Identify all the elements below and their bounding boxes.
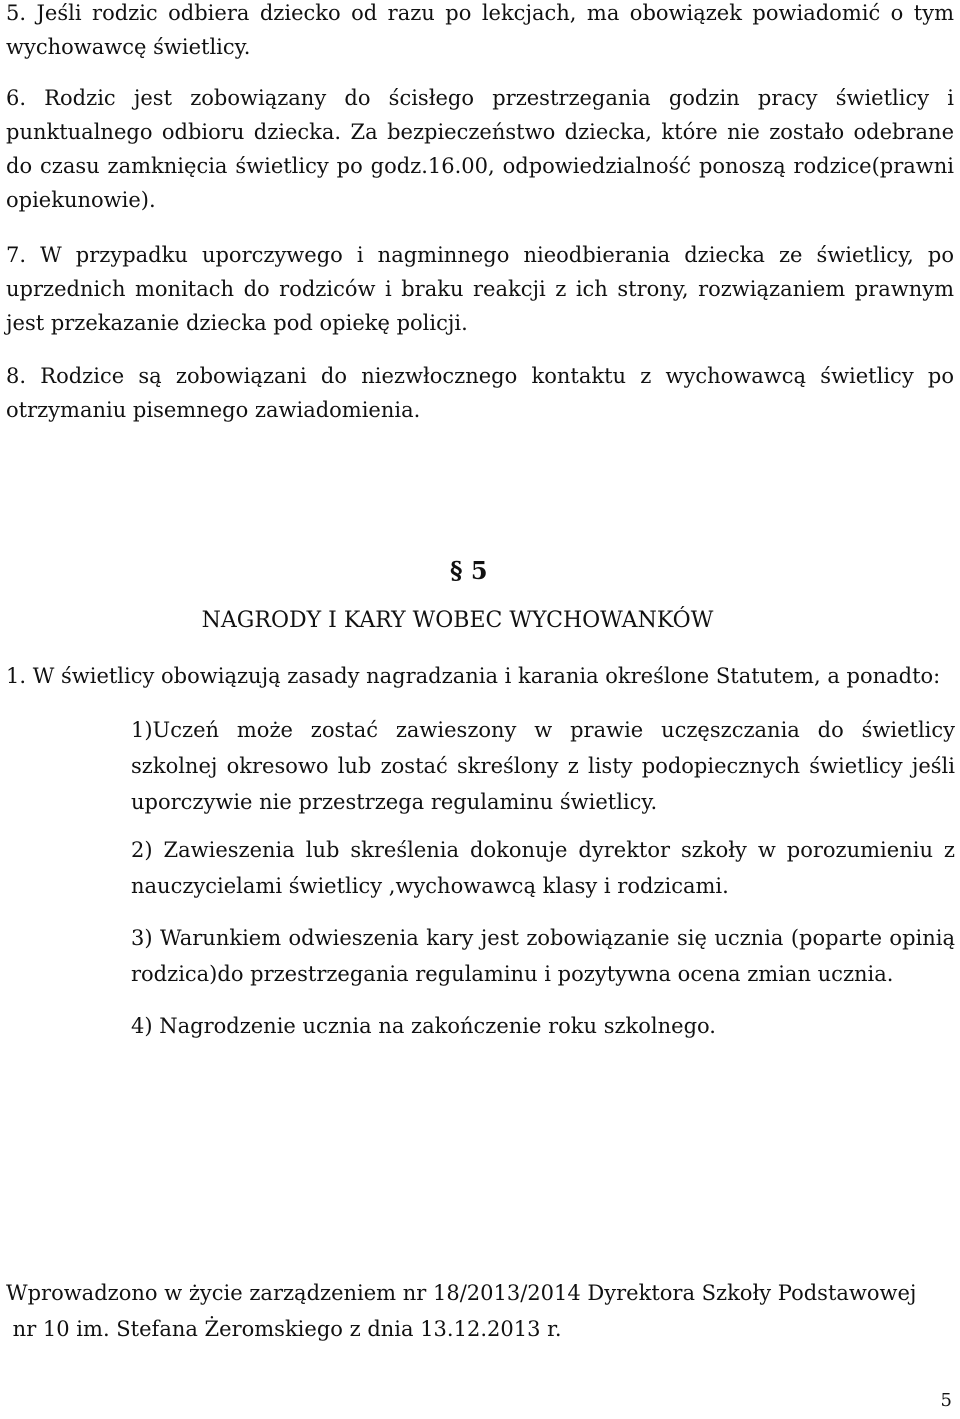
paragraph-8: 8. Rodzice są zobowiązani do niezwłocznego kontaktu z wychowawcą świetlicy po otrzymaniu pisemnego zawiadomienia. bbox=[6, 364, 954, 422]
footer-line-2: nr 10 im. Stefana Żeromskiego z dnia 13.12.2013 r. bbox=[6, 1317, 562, 1341]
page-number: 5 bbox=[940, 1390, 952, 1411]
footer-line-1: Wprowadzono w życie zarządzeniem nr 18/2013/2014 Dyrektora Szkoły Podstawowej bbox=[6, 1281, 917, 1305]
rule-item-4: 4) Nagrodzenie ucznia na zakończenie roku szkolnego. bbox=[131, 1014, 716, 1038]
rule-item-2: 2) Zawieszenia lub skreślenia dokonuje dyrektor szkoły w porozumieniu z nauczycielami świetlicy ,wychowawcą klasy i rodzicami. bbox=[131, 838, 955, 898]
paragraph-6: 6. Rodzic jest zobowiązany do ścisłego przestrzegania godzin pracy świetlicy i punktualnego odbioru dziecka. Za bezpieczeństwo dziecka, które nie zostało odebrane do czasu zamknięcia świetlicy po godz.16.00, odpowiedzialność ponoszą rodzice(prawni opiekunowie). bbox=[6, 86, 954, 212]
rule-item-1: 1)Uczeń może zostać zawieszony w prawie uczęszczania do świetlicy szkolnej okresowo lub zostać skreślony z listy podopiecznych świetlicy jeśli uporczywie nie przestrzega regulaminu świetlicy. bbox=[131, 718, 955, 814]
footer-note bbox=[6, 1275, 954, 1347]
paragraph-7: 7. W przypadku uporczywego i nagminnego nieodbierania dziecka ze świetlicy, po uprzednich monitach do rodziców i braku reakcji z ich strony, rozwiązaniem prawnym jest przekazanie dziecka pod opiekę policji. bbox=[6, 243, 954, 335]
rule-item-3: 3) Warunkiem odwieszenia kary jest zobowiązanie się ucznia (poparte opinią rodzica)do przestrzegania regulaminu i pozytywna ocena zmian ucznia. bbox=[131, 926, 955, 986]
paragraph-5: 5. Jeśli rodzic odbiera dziecko od razu po lekcjach, ma obowiązek powiadomić o tym wychowawcę świetlicy. bbox=[6, 1, 954, 59]
section-intro: 1. W świetlicy obowiązują zasady nagradzania i karania określone Statutem, a ponadto: bbox=[6, 664, 941, 688]
section-title: NAGRODY I KARY WOBEC WYCHOWANKÓW bbox=[201, 608, 714, 633]
section-sign: § 5 bbox=[450, 556, 488, 585]
